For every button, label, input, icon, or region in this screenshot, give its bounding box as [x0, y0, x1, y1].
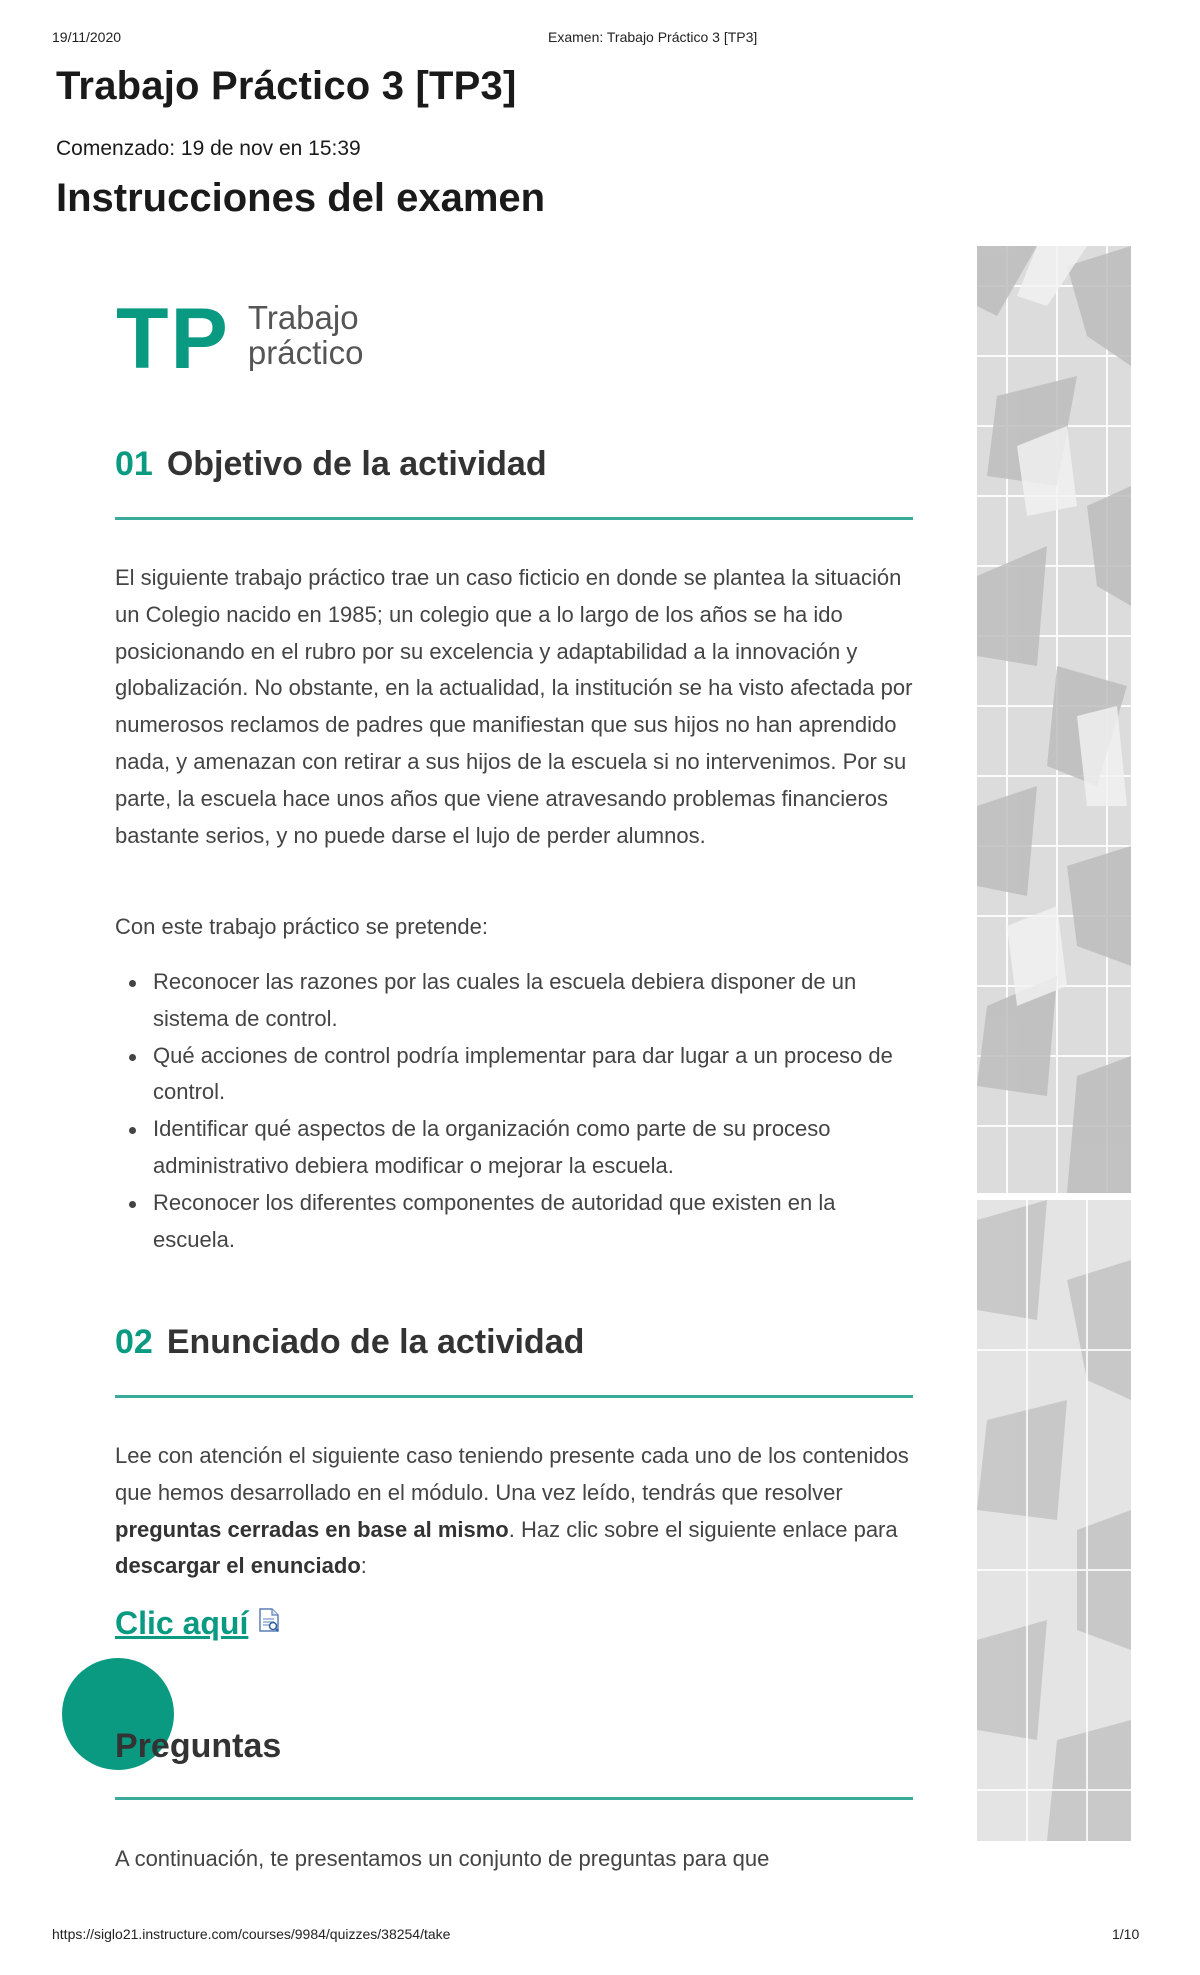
section-divider — [115, 1395, 913, 1398]
section-statement-title: Enunciado de la actividad — [166, 1323, 585, 1361]
section-questions-heading: Preguntas — [115, 1727, 282, 1765]
objective-bullet-list — [115, 964, 915, 1258]
print-header-title: Examen: Trabajo Práctico 3 [TP3] — [548, 29, 758, 45]
list-item: Reconocer los diferentes componentes de autoridad que existen en la escuela. — [115, 1185, 915, 1259]
tp-logo-mark: TP — [116, 291, 230, 387]
statement-text-3: : — [360, 1553, 367, 1579]
statement-bold-2: descargar el enunciado — [115, 1553, 361, 1579]
objective-intro: Con este trabajo práctico se pretende: — [115, 914, 489, 939]
list-item: Qué acciones de control podría implementar para dar lugar a un proceso de control. — [115, 1038, 915, 1112]
side-banner-image-bottom — [977, 1200, 1131, 1841]
started-timestamp: Comenzado: 19 de nov en 15:39 — [56, 137, 361, 160]
statement-text-1: Lee con atención el siguiente caso teniendo presente cada uno de los contenidos que hemos desarrollado en el módulo. Una vez leído, tendrás que resolver — [115, 1443, 909, 1505]
section-divider — [115, 517, 913, 520]
tp-logo-text: Trabajo práctico — [247, 299, 364, 371]
section-objective-number: 01 — [115, 445, 153, 483]
objective-paragraph: El siguiente trabajo práctico trae un caso ficticio en donde se plantea la situación un Colegio nacido en 1985; un colegio que a lo largo de los años se ha ido posicionando en el rubro por su excelencia y adaptabilidad a la innovación y globalización. No obstante, en la actualidad, la institución se ha visto afectada por numerosos reclamos de padres que manifiestan que sus hijos no han aprendido nada, y amenazan con retirar a sus hijos de la escuela si no intervenimos. Por su parte, la escuela hace unos años que viene atravesando problemas financieros bastante serios, y no puede darse el lujo de perder alumnos. — [115, 565, 913, 848]
print-footer-page: 1/10 — [1112, 1926, 1140, 1942]
print-header-date: 19/11/2020 — [52, 29, 122, 45]
download-statement-link[interactable] — [115, 1603, 280, 1642]
statement-text-2: . Haz clic sobre el siguiente enlace para — [508, 1516, 898, 1542]
section-statement-number: 02 — [115, 1323, 153, 1361]
instructions-heading: Instrucciones del examen — [56, 176, 546, 220]
tp-logo — [116, 291, 398, 387]
section-divider — [115, 1797, 913, 1800]
print-footer-url: https://siglo21.instructure.com/courses/9984/quizzes/38254/take — [52, 1926, 451, 1942]
section-statement-heading — [115, 1323, 584, 1362]
list-item: Identificar qué aspectos de la organización como parte de su proceso administrativo debiera modificar o mejorar la escuela. — [115, 1111, 915, 1185]
side-banner-image-top — [977, 246, 1131, 1193]
statement-bold-1: preguntas cerradas en base al mismo — [115, 1516, 509, 1542]
statement-paragraph — [115, 1438, 915, 1585]
document-icon[interactable] — [258, 1603, 280, 1640]
section-objective-heading — [115, 445, 547, 484]
section-objective-title: Objetivo de la actividad — [166, 445, 547, 483]
list-item: Reconocer las razones por las cuales la escuela debiera disponer de un sistema de control. — [115, 964, 915, 1038]
questions-paragraph: A continuación, te presentamos un conjunto de preguntas para que — [115, 1846, 770, 1871]
page-title: Trabajo Práctico 3 [TP3] — [56, 64, 517, 108]
download-link-label[interactable]: Clic aquí — [115, 1605, 249, 1641]
